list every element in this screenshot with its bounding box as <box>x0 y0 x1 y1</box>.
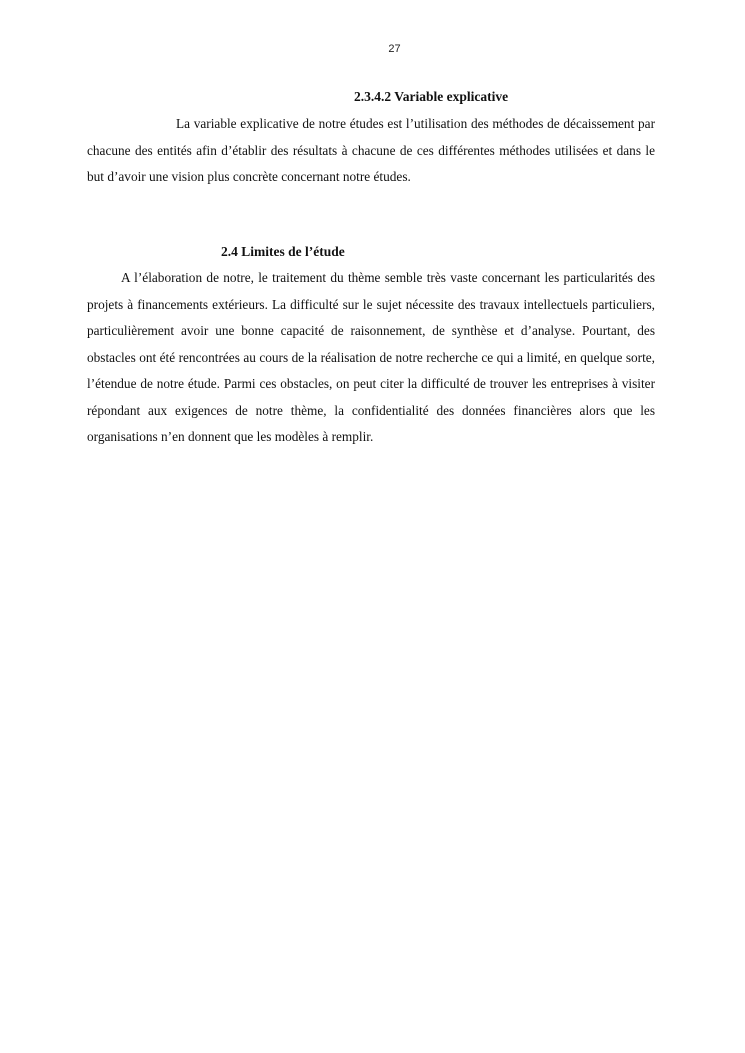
section-heading-limites: 2.4 Limites de l’étude <box>221 244 345 259</box>
page-number: 27 <box>388 43 401 55</box>
paragraph-variable-explicative: La variable explicative de notre études est l’utilisation des méthodes de décaissement par chacune des entités afin d’établir des résultats à chacune de ces différentes méthodes utilisées et dans le but d’avoir une vision plus concrète concernant notre études. <box>87 116 655 184</box>
subsection-heading-variable-explicative: 2.3.4.2 Variable explicative <box>354 89 509 104</box>
paragraph-limites: A l’élaboration de notre, le traitement du thème semble très vaste concernant les particularités des projets à financements extérieurs. La difficulté sur le sujet nécessite des travaux intellectuels particuliers, particulièrement avoir une bonne capacité de raisonnement, de synthèse et d’analyse. Pourtant, des obstacles ont été rencontrées au cours de la réalisation de notre recherche ce qui a limité, en quelque sorte, l’étendue de notre étude. Parmi ces obstacles, on peut citer la difficulté de trouver les entreprises à visiter répondant aux exigences de notre thème, la confidentialité des données financières alors que les organisations n’en donnent que les modèles à remplir. <box>87 270 655 444</box>
